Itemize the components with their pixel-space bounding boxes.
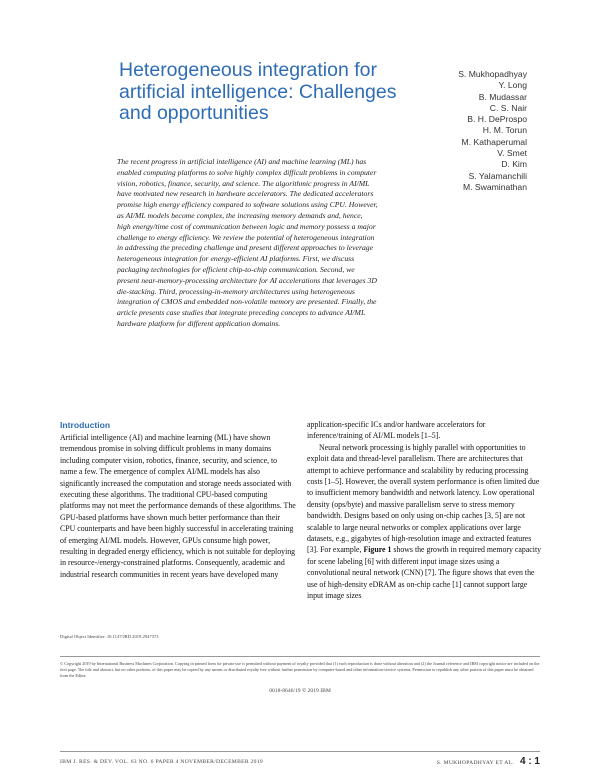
author: S. Yalamanchili [468, 170, 527, 181]
author: V. Smet [497, 148, 527, 159]
intro-paragraph-2 [307, 442, 543, 602]
author: C. S. Nair [489, 102, 527, 113]
intro-paragraph-2-part-b: shows the growth in required memory capacity for scene labeling [6] with different input image sizes using a convolutional neural network (CNN) [7]. The figure shows that even the use of high-density eDRAM as on-chip cache [1] cannot support large input image sizes [307, 545, 542, 601]
author: M. Kathaperumal [461, 136, 527, 147]
left-column [60, 419, 296, 580]
footer-divider [60, 751, 540, 752]
intro-paragraph-1-continued: application-specific ICs and/or hardware accelerators for inference/training of AI/ML models [1–5]. [307, 420, 486, 441]
page-number: 4 : 1 [519, 756, 540, 767]
author: D. Kim [501, 159, 527, 170]
paper-title: Heterogeneous integration for artificial intelligence: Challenges and opportunities [119, 59, 397, 124]
section-heading-introduction: Introduction [60, 420, 111, 430]
author: S. Mukhopadhyay [458, 69, 527, 79]
footer-journal: IBM J. RES. & DEV. VOL. 63 NO. 6 PAPER 4 NOVEMBER/DECEMBER 2019 [60, 759, 263, 765]
issn-line: 0018-8646/19 © 2019 IBM [269, 688, 331, 694]
copyright-notice: © Copyright 2019 by International Business Machines Corporation. Copying in printed form for private use is permitted without payment of royalty provided that (1) each reproduction is done without alteration and (2) the Journal reference and IBM copyright notice are included on the first page. The title and abstract, but no other portions, of this paper may be copied by any means or distributed royalty free without further permission by computer-based and other information-service systems. Permission to republish any other portion of this paper must be obtained from the Editor. [60, 661, 540, 679]
author: B. Mudassar [478, 91, 527, 102]
footnote-divider [60, 656, 540, 657]
footer-right [437, 756, 540, 767]
author: Y. Long [498, 80, 527, 91]
intro-paragraph-1: Artificial intelligence (AI) and machine learning (ML) have shown tremendous promise in solving difficult problems in many domains including computer vision, robotics, finance, security, and science, to name a few. The emergence of complex AI/ML models has also significantly increased the computation and storage needs associated with executing these algorithms. The traditional CPU-based computing platforms may not meet the performance demands of these algorithms. The GPU-based platforms have shown much better performance than their CPU counterparts and have been highly successful in accelerating training of emerging AI/ML models. However, GPUs consume high power, resulting in degraded energy efficiency, which is not suitable for deploying in resource-/energy-constrained platforms. Consequently, academic and industrial research communities in recent years have developed many [60, 433, 296, 579]
author: M. Swaminathan [462, 181, 527, 192]
abstract: The recent progress in artificial intelligence (AI) and machine learning (ML) has enabled computing platforms to solve highly complex difficult problems in computer vision, robotics, finance, security, and science. The algorithmic progress in AI/ML have motivated new research in hardware accelerators. The dedicated accelerators promise high energy efficiency compared to software solutions using CPU. However, as AI/ML models become complex, the increasing memory demands and, hence, high energy/time cost of communication between logic and memory possess a major challenge to energy efficiency. We review the potential of heterogeneous integration in addressing the preceding challenge and present different approaches to leverage heterogeneous integration for energy-efficient AI platforms. First, we discuss packaging technologies for efficient chip-to-chip communication. Second, we present near-memory-processing architecture for AI accelerations that leverages 3D die-stacking. Third, processing-in-memory architectures using heterogeneous integration of CMOS and embedded non-volatile memory are presented. Finally, the article presents case studies that integrate preceding concepts to advance AI/ML hardware platform for different application domains. [117, 157, 378, 328]
right-column [307, 419, 543, 602]
intro-paragraph-2-part-a: Neural network processing is highly parallel with opportunities to exploit data and thread-level parallelism. There are architectures that attempt to achieve performance and scalability by reducing processing costs [1–5]. However, the overall system performance is often limited due to insufficient memory bandwidth and network latency. Low operational density (ops/byte) and massive parallelism serve to stress memory bandwidth. Designs based on only using on-chip caches [3, 5] are not scalable to large neural networks or complex applications over large datasets, e.g., gigabytes of high-resolution image and extracted features [3]. For example, [307, 442, 540, 555]
footer-author: S. MUKHOPADHYAY ET AL. [436, 760, 514, 766]
author: H. M. Torun [482, 125, 527, 136]
author: B. H. DeProspo [467, 114, 527, 125]
figure-1-reference[interactable]: Figure 1 [363, 545, 392, 555]
author-list [458, 69, 527, 193]
doi: Digital Object Identifier: 10.1147/JRD.2019.2947373 [60, 634, 159, 639]
